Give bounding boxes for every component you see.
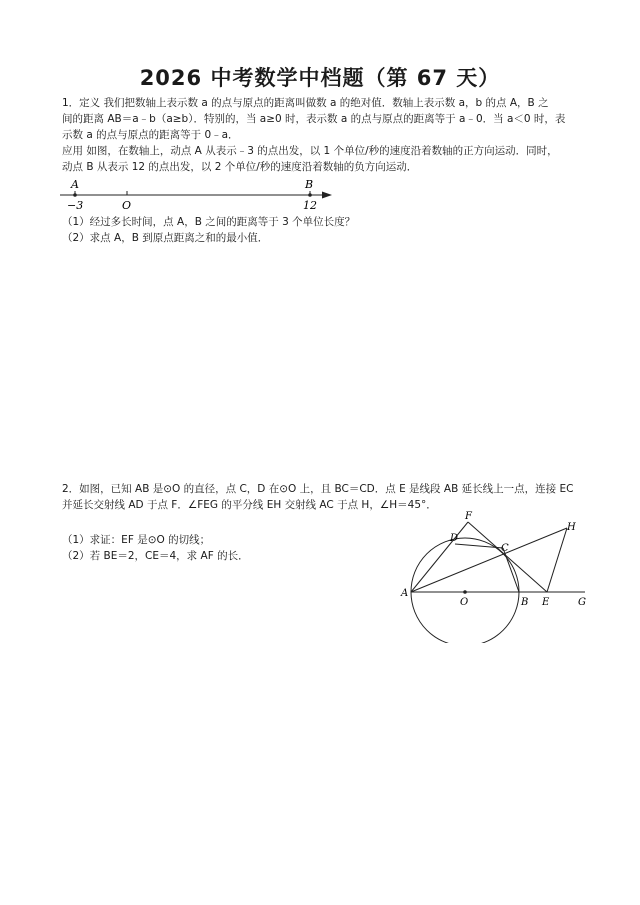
problem-1-line: 1．定义 我们把数轴上表示数 a 的点与原点的距离叫做数 a 的绝对值．数轴上表示数 a，b 的点 A，B 之	[62, 97, 549, 109]
label-fig-h: H	[567, 522, 576, 533]
problem-1-statement	[62, 95, 584, 175]
point-a	[73, 193, 77, 197]
line-cb	[503, 548, 519, 592]
problem-1-line: 动点 B 从表示 12 的点出发，以 2 个单位/秒的速度沿着数轴的负方向运动．	[62, 161, 418, 173]
question-2-1: （1）求证：EF 是⊙O 的切线；	[62, 534, 211, 546]
question-1-1: （1）经过多长时间，点 A，B 之间的距离等于 3 个单位长度？	[62, 216, 356, 228]
problem-1-line: 应用 如图，在数轴上，动点 A 从表示﹣3 的点出发，以 1 个单位/秒的速度沿着数轴的正方向运动．同时，	[62, 145, 558, 157]
problem-2-questions	[62, 532, 382, 564]
label-fig-c: C	[501, 543, 509, 554]
number-line-figure	[58, 176, 338, 216]
label-b: B	[305, 178, 314, 191]
point-b	[308, 193, 312, 197]
line-ah	[411, 528, 567, 592]
line-af	[411, 522, 468, 592]
circle-geometry-figure	[395, 508, 595, 643]
label-fig-e: E	[542, 597, 550, 608]
label-fig-g: G	[578, 597, 586, 608]
number-line-arrow	[322, 192, 332, 199]
line-fe	[468, 522, 547, 592]
label-fig-f: F	[465, 511, 472, 522]
label-fig-a: A	[401, 588, 409, 599]
label-fig-b: B	[521, 597, 529, 608]
question-2-2: （2）若 BE＝2，CE＝4，求 AF 的长．	[62, 550, 249, 562]
question-1-2: （2）求点 A，B 到原点距离之和的最小值．	[62, 232, 269, 244]
label-o: O	[122, 199, 132, 212]
label-a: A	[71, 178, 79, 191]
problem-1-questions	[62, 214, 584, 246]
label-fig-d: D	[450, 533, 459, 544]
page-title: 2026 中考数学中档题（第 67 天）	[139, 66, 501, 90]
label-12: 12	[303, 199, 317, 212]
problem-2-line: 并延长交射线 AD 于点 F．∠FEG 的平分线 EH 交射线 AC 于点 H，∠H＝45°．	[62, 499, 437, 511]
label-fig-o: O	[460, 597, 469, 608]
line-eh	[547, 528, 567, 592]
problem-1-line: 示数 a 的点与原点的距离等于 0﹣a．	[62, 129, 239, 141]
center-o	[463, 590, 467, 594]
problem-2-line: 2．如图，已知 AB 是⊙O 的直径，点 C，D 在⊙O 上，且 BC＝CD．点 E 是线段 AB 延长线上一点，连接 EC	[62, 483, 574, 495]
problem-1-line: 间的距离 AB＝a﹣b（a≥b）．特别的，当 a≥0 时，表示数 a 的点与原点的距离等于 a﹣0．当 a＜0 时，表	[62, 113, 566, 125]
label-minus-3: −3	[67, 199, 84, 212]
